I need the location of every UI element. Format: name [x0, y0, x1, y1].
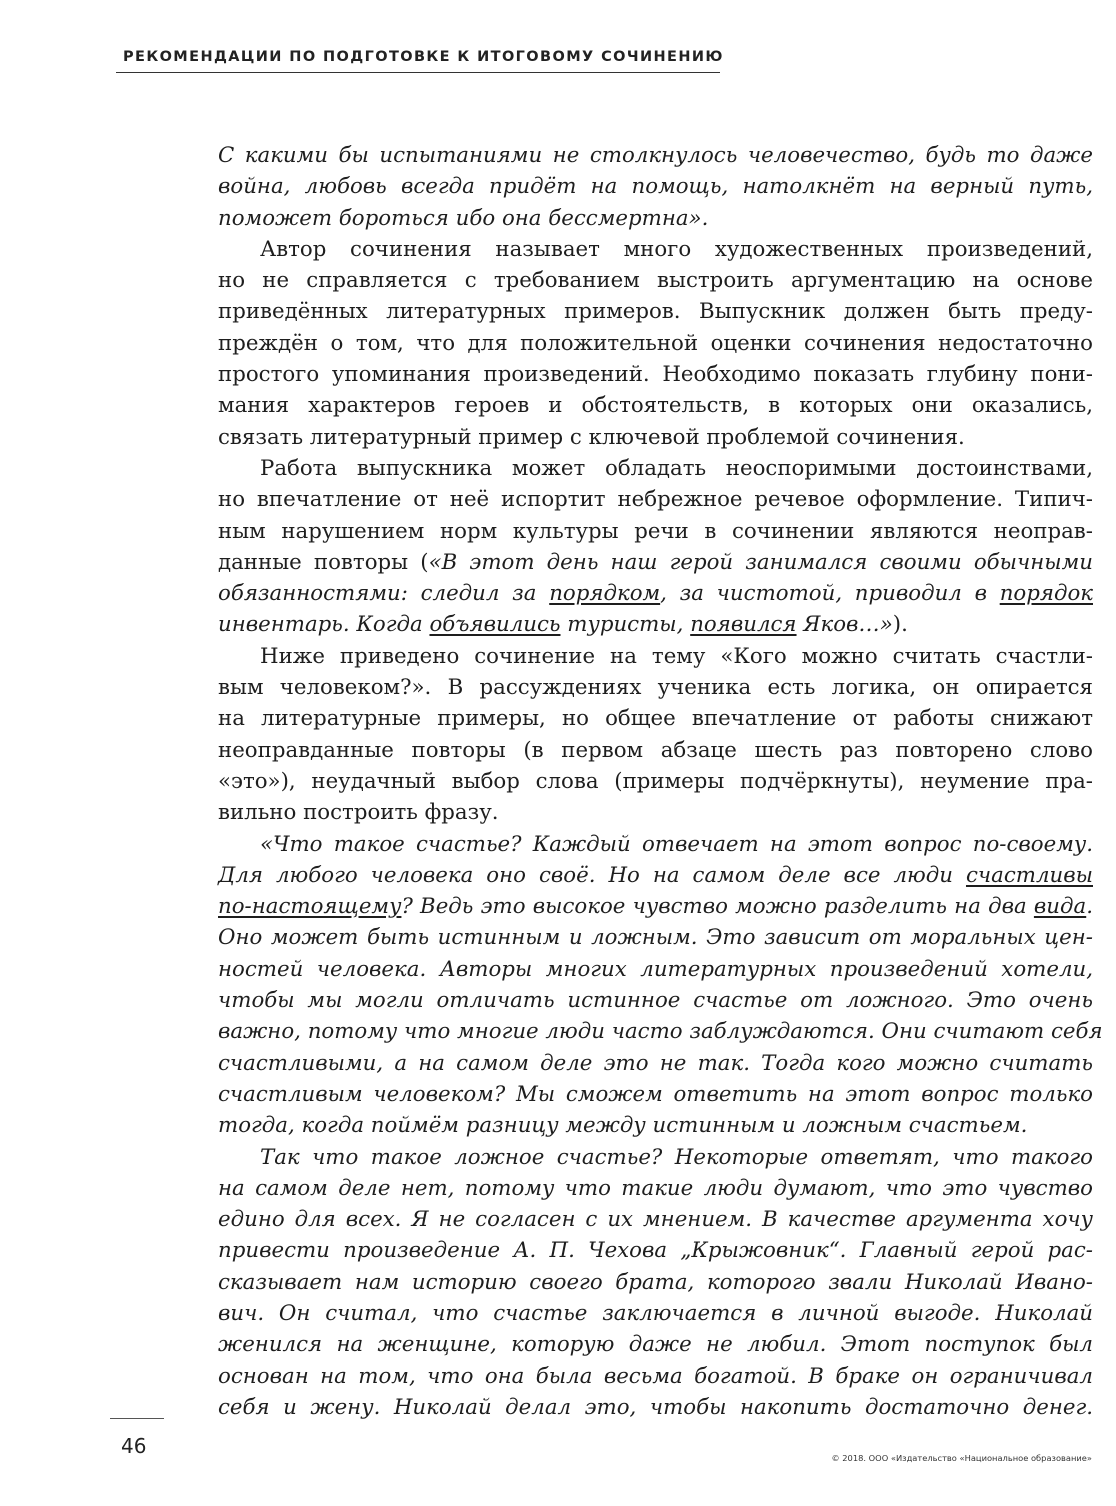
text-line: женился на женщине, которую даже не любил. Этот поступок был — [218, 1332, 1093, 1358]
paragraph-essay-part-2 — [218, 1142, 1093, 1424]
text-line: простого упоминания произведений. Необходимо показать глубину пони- — [218, 362, 1093, 388]
text-line: «это»), неудачный выбор слова (примеры подчёркнуты), неумение пра- — [218, 768, 1093, 794]
paragraph-essay-part-1 — [218, 829, 1103, 1142]
underlined-word: порядок — [999, 581, 1093, 607]
text-line: приведённых литературных примеров. Выпускник должен быть преду- — [218, 299, 1093, 325]
page-body — [218, 140, 1103, 1423]
underlined-word: появился — [690, 612, 797, 638]
text-segment: инвентарь. Когда — [218, 612, 430, 638]
text-line — [218, 860, 1093, 891]
text-line: Так что такое ложное счастье? Некоторые ответят, что такого — [260, 1144, 1093, 1170]
text-segment: Для любого человека оно своё. Но на самом деле все люди — [218, 862, 966, 888]
text-line: на самом деле нет, потому что такие люди думают, что это чувство — [218, 1175, 1093, 1201]
paragraph-essay-intro — [218, 641, 1093, 829]
text-segment: данные повторы ( — [218, 549, 429, 575]
text-line: Оно может быть истинным и ложным. Это зависит от моральных цен- — [218, 925, 1093, 951]
text-segment: . — [1086, 894, 1093, 920]
text-line: С какими бы испытаниями не столкнулось человечество, будь то даже — [218, 143, 1093, 168]
copyright-notice: © 2018. ООО «Издательство «Национальное образование» — [831, 1453, 1092, 1463]
text-line: счастливым человеком? Мы сможем ответить на этот вопрос только — [218, 1081, 1093, 1107]
paragraph-commentary-argumentation — [218, 234, 1093, 453]
text-line: себя и жену. Николай делал это, чтобы накопить достаточно денег. — [218, 1394, 1093, 1420]
text-line: связать литературный пример с ключевой проблемой сочинения. — [218, 424, 965, 450]
text-line: но впечатление от неё испортит небрежное речевое оформление. Типич- — [218, 487, 1093, 513]
text-line: Работа выпускника может обладать неоспоримыми достоинствами, — [260, 455, 1093, 481]
example-quote: «В этот день наш герой занимался своими обычными — [428, 549, 1093, 575]
text-line: сказывает нам историю своего брата, которого звали Николай Ивано- — [218, 1269, 1093, 1295]
text-line: вильно построить фразу. — [218, 800, 499, 826]
text-line: Ниже приведено сочинение на тему «Кого можно считать счастли- — [260, 643, 1093, 669]
text-line: вым человеком?». В рассуждениях ученика есть логика, он опирается — [218, 675, 1093, 701]
text-segment: Яков…» — [796, 612, 893, 638]
text-line: едино для всех. Я не согласен с их мнением. В качестве аргумента хочу — [218, 1207, 1093, 1233]
paragraph-quote-ending — [218, 140, 1093, 234]
text-line: Автор сочинения называет много художественных произведений, — [260, 236, 1093, 262]
text-line: ным нарушением норм культуры речи в сочинении являются неоправ- — [218, 518, 1093, 544]
text-line — [218, 891, 1093, 922]
text-line: важно, потому что многие люди часто заблуждаются. Они считают себя — [218, 1019, 1103, 1045]
underlined-word: вида — [1033, 894, 1087, 920]
footer-divider — [110, 1418, 164, 1419]
text-segment: ). — [892, 612, 908, 638]
header-divider — [116, 72, 720, 73]
text-line: неоправданные повторы (в первом абзаце шесть раз повторено слово — [218, 737, 1093, 763]
text-line: но не справляется с требованием выстроить аргументацию на основе — [218, 268, 1093, 294]
underlined-word: объявились — [429, 612, 561, 638]
text-line: преждён о том, что для положительной оценки сочинения недостаточно — [218, 330, 1093, 356]
text-line: счастливыми, а на самом деле это не так. Тогда кого можно считать — [218, 1050, 1093, 1076]
text-segment: , за чистотой, приводил в — [660, 581, 1000, 607]
text-line: война, любовь всегда придёт на помощь, натолкнёт на верный путь, — [218, 174, 1093, 200]
text-segment: туристы, — [560, 612, 691, 638]
text-segment: ? Ведь это высокое чувство можно разделить на два — [401, 894, 1034, 920]
text-line: ностей человека. Авторы многих литературных произведений хотели, — [218, 956, 1093, 982]
text-line — [218, 609, 1093, 640]
text-line: «Что такое счастье? Каждый отвечает на этот вопрос по-своему. — [260, 831, 1093, 857]
running-title: РЕКОМЕНДАЦИИ ПО ПОДГОТОВКЕ К ИТОГОВОМУ СОЧИНЕНИЮ — [123, 49, 724, 65]
text-line: на литературные примеры, но общее впечатление от работы снижают — [218, 706, 1093, 732]
text-line: тогда, когда поймём разницу между истинным и ложным счастьем. — [218, 1113, 1028, 1139]
text-line: поможет бороться ибо она бессмертна». — [218, 205, 709, 231]
text-line: привести произведение А. П. Чехова „Крыжовник“. Главный герой рас- — [218, 1238, 1093, 1264]
text-line: вич. Он считал, что счастье заключается в личной выгоде. Николай — [218, 1300, 1093, 1326]
underlined-word: по-настоящему — [218, 894, 402, 920]
text-line: основан на том, что она была весьма богатой. В браке он ограничивал — [218, 1363, 1093, 1389]
underlined-word: порядком — [549, 581, 661, 607]
text-line — [218, 547, 1093, 578]
page-number: 46 — [121, 1434, 147, 1458]
text-line: чтобы мы могли отличать истинное счастье от ложного. Это очень — [218, 988, 1093, 1014]
paragraph-commentary-speech — [218, 453, 1093, 641]
text-line: мания характеров героев и обстоятельств, в которых они оказались, — [218, 393, 1093, 419]
underlined-word: счастливы — [965, 862, 1093, 888]
text-line — [218, 578, 1093, 609]
text-segment: обязанностями: следил за — [218, 581, 550, 607]
